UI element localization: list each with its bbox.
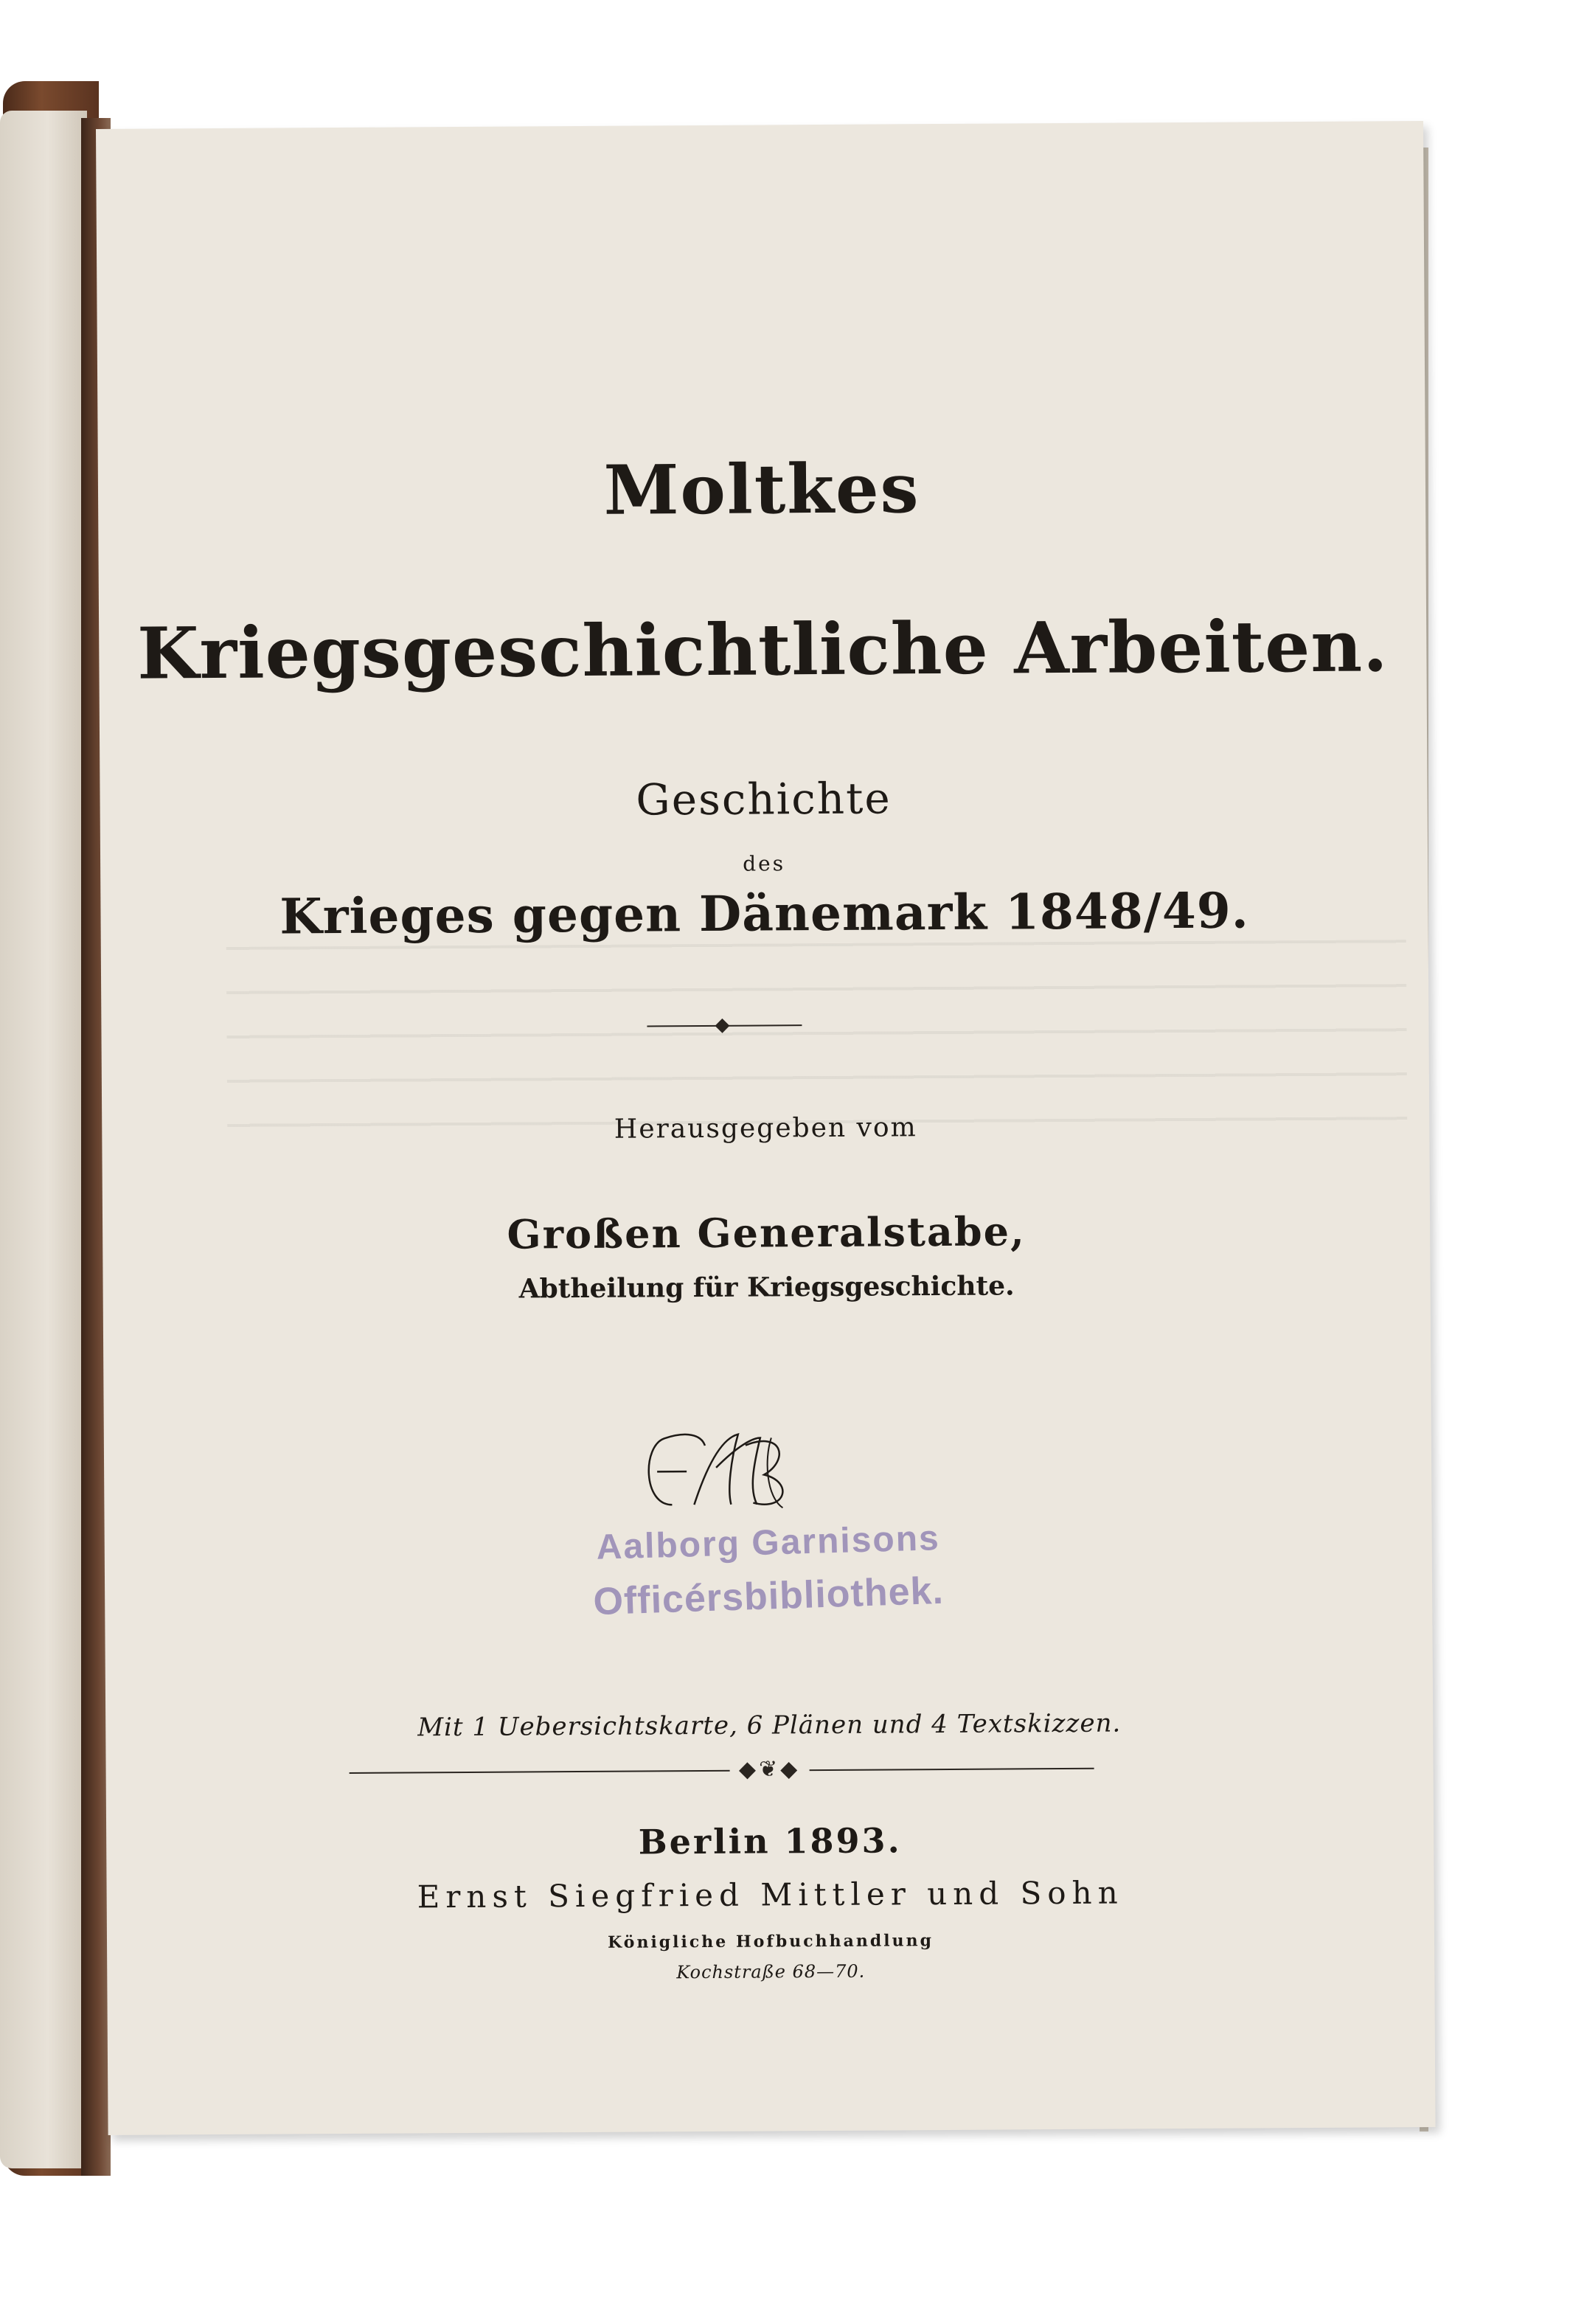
book-title: Moltkes [603, 448, 920, 530]
title-page [96, 121, 1436, 2135]
library-stamp-line-1: Aalborg Garnisons [596, 1519, 941, 1567]
section-heading: Geschichte [636, 773, 892, 825]
library-stamp-line-2: Officérsbibliothek. [592, 1569, 945, 1624]
edited-by-label: Herausgegeben vom [614, 1112, 917, 1145]
contents-note: Mit 1 Uebersichtskarte, 6 Plänen und 4 Textskizzen. [417, 1708, 1122, 1743]
imprint-publisher: Ernst Siegfried Mittler und Sohn [417, 1874, 1124, 1915]
divider-flourish: ◆❦◆ [106, 1752, 1434, 1786]
imprint-address: Kochstraße 68—70. [676, 1960, 866, 1983]
editor-name: Großen Generalstabe, [507, 1207, 1027, 1258]
war-title: Krieges gegen Dänemark 1848/49. [279, 881, 1249, 946]
left-page-edge [0, 111, 87, 2168]
imprint-publisher-title: Königliche Hofbuchhandlung [608, 1931, 934, 1952]
title-page-content [96, 121, 1436, 2135]
book-subtitle: Kriegsgeschichtliche Arbeiten. [136, 604, 1389, 696]
article-word: des [743, 851, 786, 876]
divider-ornament [715, 1019, 730, 1033]
imprint-place-year: Berlin 1893. [638, 1820, 902, 1862]
editor-department: Abtheilung für Kriegsgeschichte. [518, 1270, 1015, 1305]
publisher-monogram [635, 1415, 798, 1527]
